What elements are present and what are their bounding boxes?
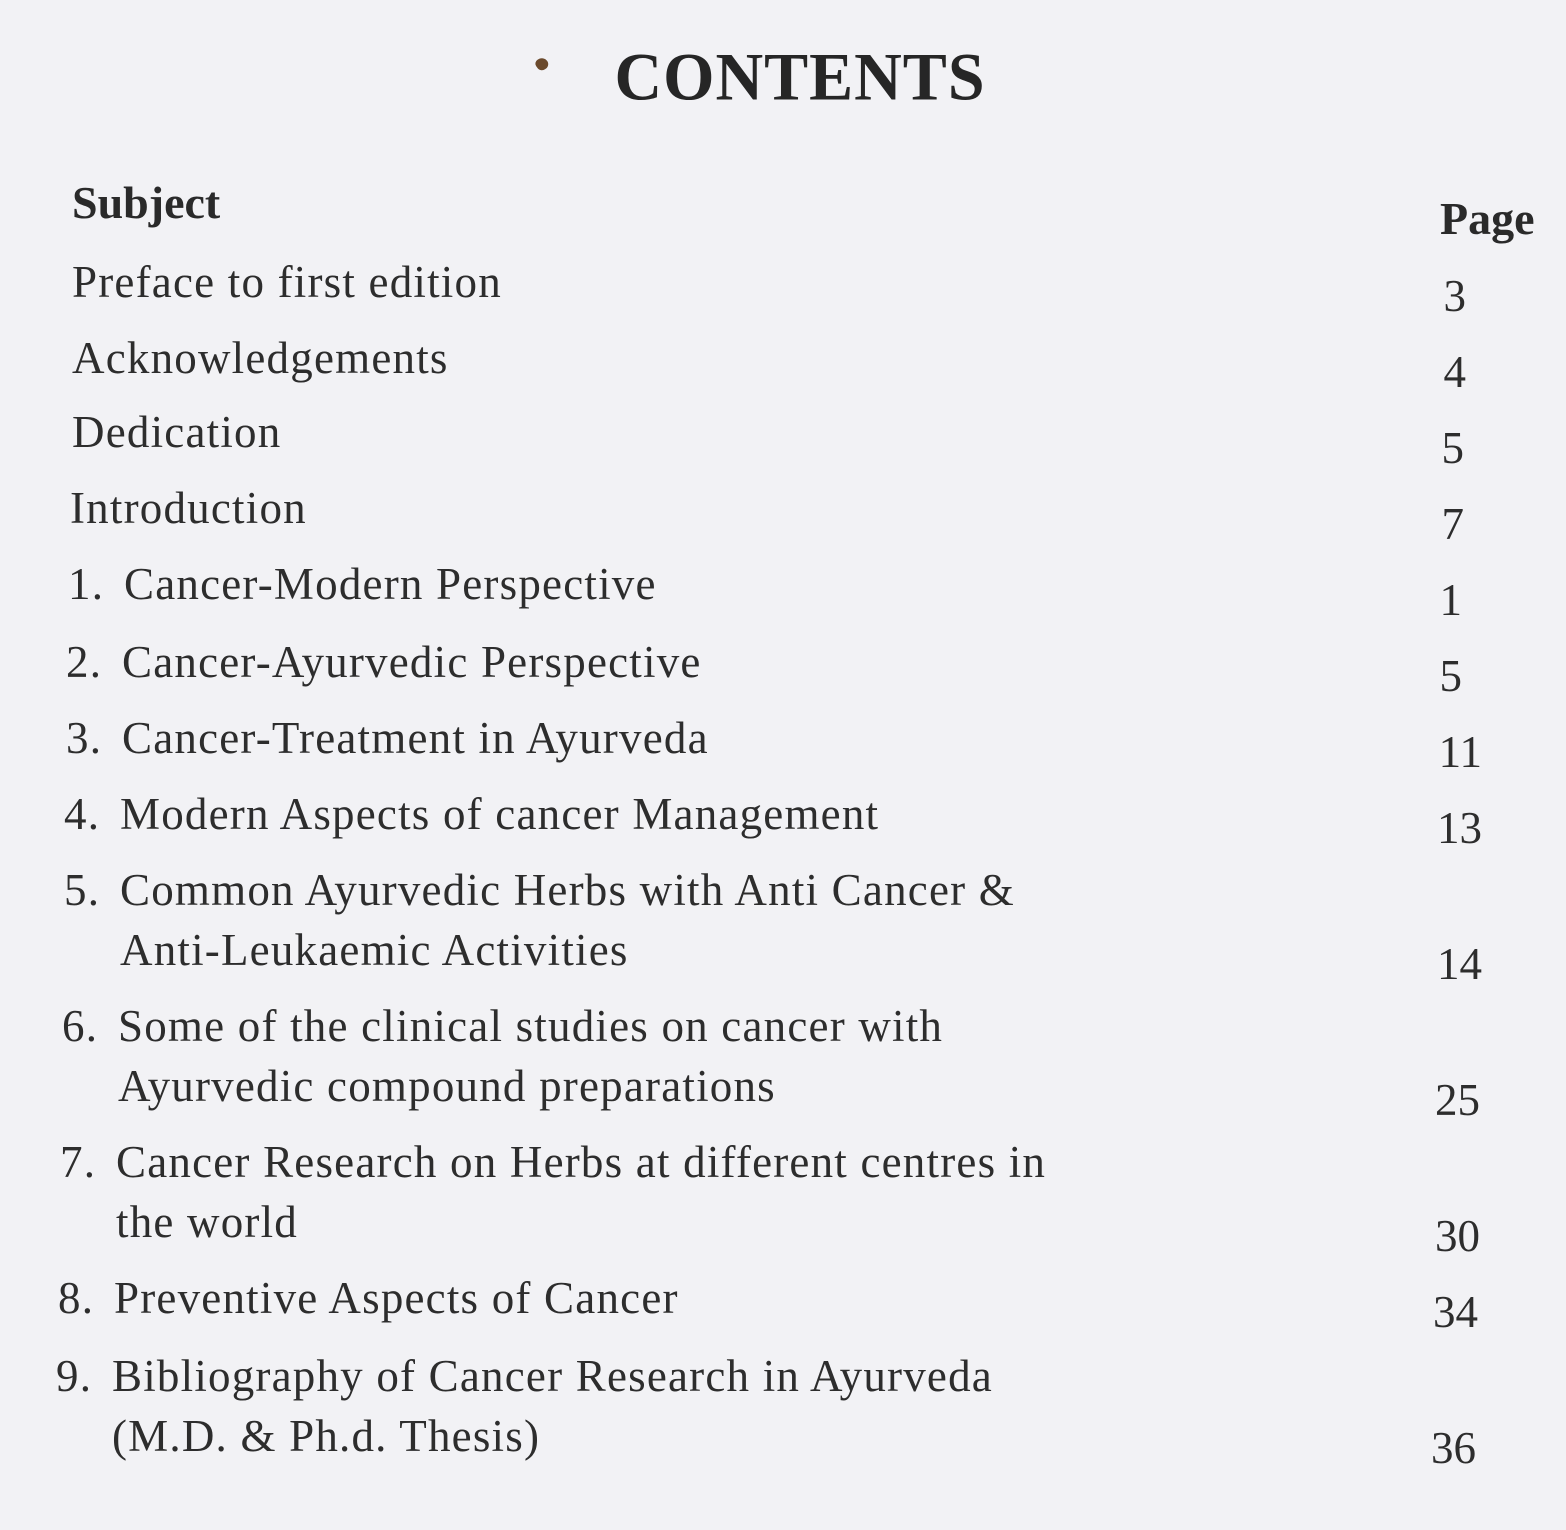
entry-page-number: 36 [1431,1423,1476,1473]
entry-title: Modern Aspects of cancer Management [120,789,880,839]
toc-entry [68,558,657,610]
entry-page-number: 5 [1441,423,1464,473]
entry-page-number: 7 [1441,499,1464,549]
toc-entry [72,256,502,308]
entry-number: 9. [56,1351,93,1401]
entry-title: Common Ayurvedic Herbs with Anti Cancer & [120,865,1015,915]
entry-page-number: 25 [1435,1075,1480,1125]
subject-column-header: Subject [72,177,221,228]
entry-number: 4. [64,789,101,839]
toc-entry [60,1136,1046,1248]
toc-entry [72,406,281,458]
entry-page-number: 5 [1439,651,1462,701]
entry-page-number: 4 [1443,347,1466,397]
entry-page-number: 34 [1433,1287,1478,1337]
toc-entry [66,712,709,764]
toc-entry [72,332,449,384]
entry-number: 5. [64,865,101,915]
entry-title: Cancer-Treatment in Ayurveda [122,713,709,763]
entry-page-number: 1 [1439,575,1462,625]
entry-title: Dedication [72,407,282,457]
entry-title: Cancer-Modern Perspective [124,559,657,609]
entry-page-number: 13 [1437,803,1482,853]
page-column-header: Page [1440,193,1535,244]
entry-page-number: 11 [1438,727,1482,777]
entry-title-continued: the world [116,1197,299,1247]
toc-entry [70,482,307,534]
toc-entry [64,864,1015,976]
entry-page-number: 3 [1443,271,1466,321]
entry-number: 1. [68,559,105,609]
entry-page-number: 30 [1435,1211,1480,1261]
entry-number: 8. [58,1273,95,1323]
entry-title-continued: (M.D. & Ph.d. Thesis) [112,1411,541,1461]
entry-title: Some of the clinical studies on cancer with [118,1001,944,1051]
entry-number: 6. [62,1001,99,1051]
entry-number: 2. [66,637,103,687]
toc-entry [66,636,702,688]
entry-title: Acknowledgements [72,333,449,383]
toc-entry [62,1000,943,1112]
toc-entry [64,788,879,840]
page-title: CONTENTS [614,40,986,115]
entry-title: Preventive Aspects of Cancer [114,1273,679,1323]
entry-title: Cancer Research on Herbs at different centres in [116,1137,1047,1187]
entry-title: Bibliography of Cancer Research in Ayurveda [112,1351,993,1401]
toc-entry [58,1272,679,1324]
toc-entry [56,1350,993,1462]
entry-number: 7. [60,1137,97,1187]
entry-title-continued: Anti-Leukaemic Activities [120,925,629,975]
entry-number: 3. [66,713,103,763]
entry-title: Cancer-Ayurvedic Perspective [122,637,702,687]
entry-title: Introduction [70,483,307,533]
entry-title: Preface to first edition [72,257,502,307]
entry-title-continued: Ayurvedic compound preparations [118,1061,776,1111]
entry-page-number: 14 [1437,939,1482,989]
